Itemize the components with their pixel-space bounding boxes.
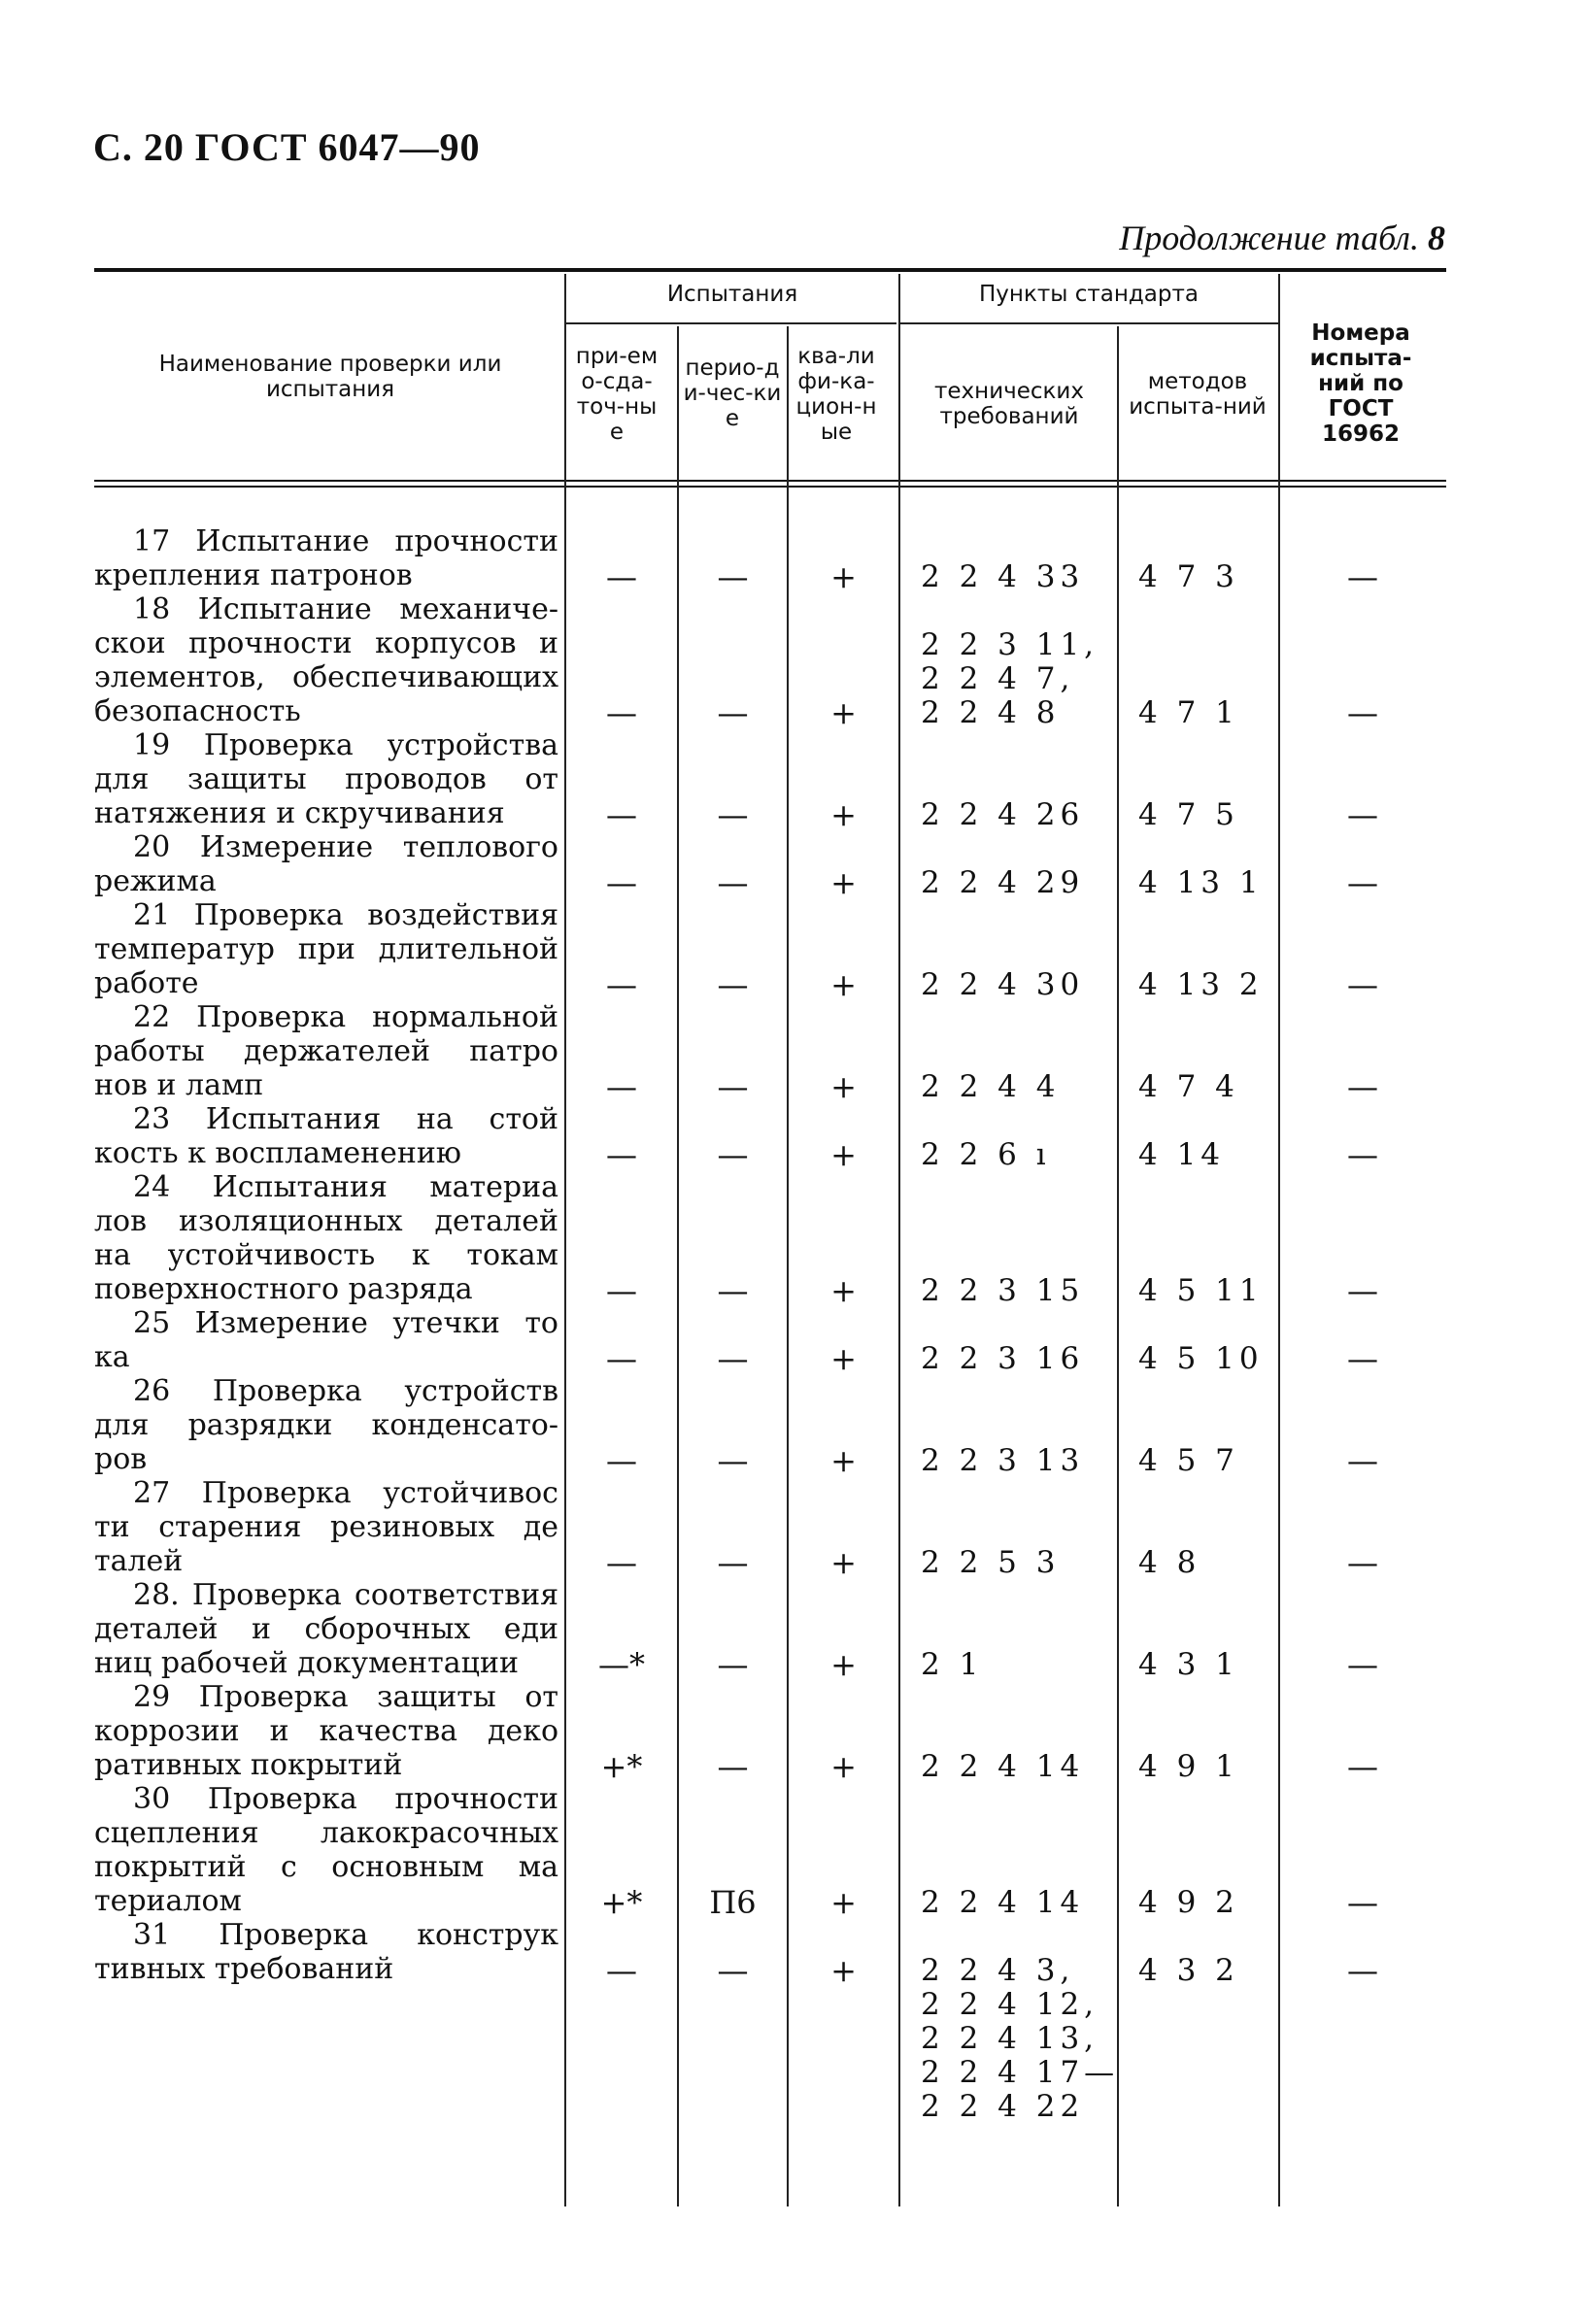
cell-per: — — [717, 864, 749, 901]
subgroup-rule-tests — [566, 322, 896, 324]
row-name-line: 26 Проверка устройств — [133, 1374, 558, 1408]
row-name-line: тивных требований — [94, 1952, 394, 1986]
cell-qual: + — [830, 558, 857, 595]
row-name-line: 22 Проверка нормальной — [133, 1000, 558, 1034]
cell-tech-req: 2 2 3 11, — [921, 627, 1099, 662]
cell-acc: — — [606, 1272, 637, 1309]
cell-acc: — — [606, 966, 637, 1003]
header-bottom-rule — [94, 480, 1446, 482]
cell-per: — — [717, 694, 749, 731]
row-name — [94, 1918, 558, 1986]
row-name — [94, 1578, 558, 1680]
col-divider — [787, 326, 789, 2206]
cell-tech-req: 2 2 3 15 — [921, 1273, 1085, 1308]
cell-qual: + — [830, 966, 857, 1003]
cell-per: — — [717, 1646, 749, 1683]
header-methods: методов испыта-ний — [1129, 369, 1267, 420]
cell-tech-req: 2 2 4 8 — [921, 695, 1061, 730]
cell-acc: — — [606, 558, 637, 595]
cell-method: 4 3 1 — [1138, 1647, 1239, 1682]
row-name-line: 17 Испытание прочности — [133, 524, 558, 558]
cell-method: 4 3 2 — [1138, 1953, 1239, 1988]
cell-gost: — — [1347, 1136, 1378, 1173]
cell-tech-req: 2 2 4 14 — [921, 1885, 1085, 1920]
cell-per: — — [717, 1442, 749, 1479]
cell-tech-req: 2 1 — [921, 1647, 984, 1682]
cell-method: 4 5 11 — [1138, 1273, 1264, 1308]
row-name — [94, 1000, 558, 1102]
row-name-line: элементов, обеспечивающих — [94, 660, 558, 694]
cell-method: 4 13 1 — [1138, 865, 1264, 900]
cell-qual: + — [830, 1952, 857, 1989]
row-name — [94, 1170, 558, 1306]
row-name-line: безопасность — [94, 694, 301, 728]
header-tests-group: Испытания — [666, 282, 798, 307]
cell-tech-req: 2 2 4 7, — [921, 661, 1075, 696]
row-name-line: нов и ламп — [94, 1068, 264, 1102]
cell-tech-req: 2 2 4 13, — [921, 2021, 1099, 2056]
cell-acc: — — [606, 1952, 637, 1989]
row-name-line: ти старения резиновых де — [94, 1510, 558, 1544]
cell-gost: — — [1347, 966, 1378, 1003]
cell-gost: — — [1347, 1748, 1378, 1785]
row-name-line: 30 Проверка прочности — [133, 1782, 558, 1816]
cell-gost: — — [1347, 694, 1378, 731]
cell-acc: +* — [600, 1748, 643, 1785]
row-name-line: температур при длительной — [94, 932, 558, 966]
page-header: С. 20 ГОСТ 6047—90 — [93, 125, 481, 169]
row-name-line: ка — [94, 1340, 130, 1374]
row-name — [94, 728, 558, 830]
cell-qual: + — [830, 1646, 857, 1683]
cell-tech-req: 2 2 4 22 — [921, 2089, 1085, 2124]
cell-qual: + — [830, 1442, 857, 1479]
row-name-line: кость к воспламенению — [94, 1136, 462, 1170]
row-name — [94, 830, 558, 898]
cell-acc: — — [606, 1068, 637, 1105]
cell-tech-req: 2 2 3 16 — [921, 1341, 1085, 1376]
row-name-line: 31 Проверка конструк — [133, 1918, 558, 1952]
row-name — [94, 1476, 558, 1578]
cell-qual: + — [830, 1544, 857, 1581]
row-name-line: натяжения и скручивания — [94, 796, 505, 830]
cell-tech-req: 2 2 6 ı — [921, 1137, 1051, 1172]
row-name-line: работе — [94, 966, 199, 1000]
row-name-line: 21 Проверка воздействия — [133, 898, 558, 932]
cell-gost: — — [1347, 1884, 1378, 1921]
row-name — [94, 524, 558, 592]
cell-acc: —* — [598, 1646, 645, 1683]
cell-method: 4 14 — [1138, 1137, 1226, 1172]
header-periodic: перио-ди-чес-кие — [683, 355, 782, 431]
row-name-line: 23 Испытания на стой — [133, 1102, 558, 1136]
cell-per: — — [717, 1136, 749, 1173]
cell-acc: — — [606, 1340, 637, 1377]
cell-qual: + — [830, 1748, 857, 1785]
cell-method: 4 7 1 — [1138, 695, 1239, 730]
cell-gost: — — [1347, 1544, 1378, 1581]
table-top-rule — [94, 268, 1446, 272]
row-name-line: сцепления лакокрасочных — [94, 1816, 558, 1850]
col-divider — [677, 326, 679, 2206]
cell-acc: +* — [600, 1884, 643, 1921]
cell-qual: + — [830, 1272, 857, 1309]
cell-qual: + — [830, 694, 857, 731]
header-qualification: ква-лифи-ка-цион-ные — [795, 344, 877, 445]
row-name-line: крепления патронов — [94, 558, 413, 592]
cell-qual: + — [830, 1884, 857, 1921]
header-std-group: Пункты стандарта — [979, 282, 1199, 307]
row-name-line: для защиты проводов от — [94, 762, 558, 796]
row-name — [94, 1374, 558, 1476]
cell-qual: + — [830, 1136, 857, 1173]
cell-method: 4 7 4 — [1138, 1069, 1239, 1104]
row-name-line: ров — [94, 1442, 148, 1476]
row-name-line: поверхностного разряда — [94, 1272, 473, 1306]
cell-per: — — [717, 1272, 749, 1309]
row-name-line: 27 Проверка устойчивос — [133, 1476, 558, 1510]
row-name-line: териалом — [94, 1884, 242, 1918]
cell-per: — — [717, 796, 749, 833]
cell-method: 4 13 2 — [1138, 967, 1264, 1002]
table-number: 8 — [1428, 219, 1445, 257]
cell-gost: — — [1347, 1340, 1378, 1377]
row-name-line: 24 Испытания материа — [133, 1170, 558, 1204]
row-name-line: лов изоляционных деталей — [94, 1204, 558, 1238]
cell-qual: + — [830, 1068, 857, 1105]
cell-qual: + — [830, 796, 857, 833]
table-continuation-label — [1119, 218, 1445, 258]
cell-method: 4 5 7 — [1138, 1443, 1239, 1478]
header-acceptance: при-емо-сда-точ-ные — [575, 344, 659, 445]
row-name-line: 28. Проверка соответствия — [133, 1578, 558, 1612]
cell-method: 4 7 5 — [1138, 797, 1239, 832]
row-name-line: покрытий с основным ма — [94, 1850, 558, 1884]
row-name-line: 25 Измерение утечки то — [133, 1306, 558, 1340]
cell-acc: — — [606, 1136, 637, 1173]
row-name-line: 19 Проверка устройства — [133, 728, 558, 762]
cell-acc: — — [606, 1544, 637, 1581]
cell-tech-req: 2 2 4 14 — [921, 1749, 1085, 1784]
cell-gost: — — [1347, 1442, 1378, 1479]
row-name-line: коррозии и качества деко — [94, 1714, 558, 1748]
cell-qual: + — [830, 1340, 857, 1377]
cell-per: — — [717, 1068, 749, 1105]
row-name-line: работы держателей патро — [94, 1034, 558, 1068]
cell-per: — — [717, 966, 749, 1003]
cell-per: — — [717, 1952, 749, 1989]
row-name — [94, 898, 558, 1000]
cell-method: 4 9 2 — [1138, 1885, 1239, 1920]
row-name-line: ниц рабочей документации — [94, 1646, 519, 1680]
cell-tech-req: 2 2 4 12, — [921, 1987, 1099, 2022]
cell-qual: + — [830, 864, 857, 901]
cell-gost: — — [1347, 1272, 1378, 1309]
row-name-line: 29 Проверка защиты от — [133, 1680, 558, 1714]
cell-per: П6 — [709, 1884, 757, 1921]
row-name-line: режима — [94, 864, 217, 898]
row-name — [94, 1306, 558, 1374]
cell-gost: — — [1347, 796, 1378, 833]
row-name-line: 18 Испытание механиче- — [133, 592, 558, 626]
cell-gost: — — [1347, 864, 1378, 901]
cell-tech-req: 2 2 4 26 — [921, 797, 1085, 832]
cell-per: — — [717, 1748, 749, 1785]
row-name-line: для разрядки конденсато- — [94, 1408, 558, 1442]
cell-tech-req: 2 2 4 33 — [921, 559, 1085, 594]
row-name-line: талей — [94, 1544, 184, 1578]
cell-tech-req: 2 2 4 4 — [921, 1069, 1061, 1104]
cell-method: 4 8 — [1138, 1545, 1201, 1580]
cell-per: — — [717, 1544, 749, 1581]
cell-method: 4 9 1 — [1138, 1749, 1239, 1784]
cell-method: 4 7 3 — [1138, 559, 1239, 594]
header-bottom-rule-2 — [94, 486, 1446, 488]
cell-acc: — — [606, 796, 637, 833]
cell-gost: — — [1347, 558, 1378, 595]
row-name-line: ративных покрытий — [94, 1748, 403, 1782]
cell-per: — — [717, 558, 749, 595]
row-name — [94, 1782, 558, 1918]
row-name-line: деталей и сборочных еди — [94, 1612, 558, 1646]
cell-tech-req: 2 2 3 13 — [921, 1443, 1085, 1478]
cell-gost: — — [1347, 1646, 1378, 1683]
row-name — [94, 1102, 558, 1170]
col-divider — [898, 274, 900, 2206]
row-name-line: скои прочности корпусов и — [94, 626, 558, 660]
row-name-line: на устойчивость к токам — [94, 1238, 558, 1272]
continuation-text: Продолжение табл. — [1119, 219, 1419, 257]
cell-gost: — — [1347, 1952, 1378, 1989]
subgroup-rule-std — [899, 322, 1278, 324]
cell-acc: — — [606, 1442, 637, 1479]
cell-acc: — — [606, 694, 637, 731]
cell-tech-req: 2 2 4 3, — [921, 1953, 1075, 1988]
cell-method: 4 5 10 — [1138, 1341, 1264, 1376]
cell-tech-req: 2 2 5 3 — [921, 1545, 1061, 1580]
cell-gost: — — [1347, 1068, 1378, 1105]
cell-tech-req: 2 2 4 29 — [921, 865, 1085, 900]
cell-tech-req: 2 2 4 30 — [921, 967, 1085, 1002]
header-tech-req: технических требований — [934, 379, 1084, 429]
row-name — [94, 1680, 558, 1782]
header-gost-numbers: Номера испыта-ний по ГОСТ 16962 — [1309, 320, 1412, 447]
row-name-line: 20 Измерение теплового — [133, 830, 558, 864]
cell-acc: — — [606, 864, 637, 901]
cell-tech-req: 2 2 4 17— — [921, 2055, 1120, 2090]
header-name-col: Наименование проверки или испытания — [158, 352, 502, 402]
row-name — [94, 592, 558, 728]
col-divider — [1117, 326, 1119, 2206]
cell-per: — — [717, 1340, 749, 1377]
